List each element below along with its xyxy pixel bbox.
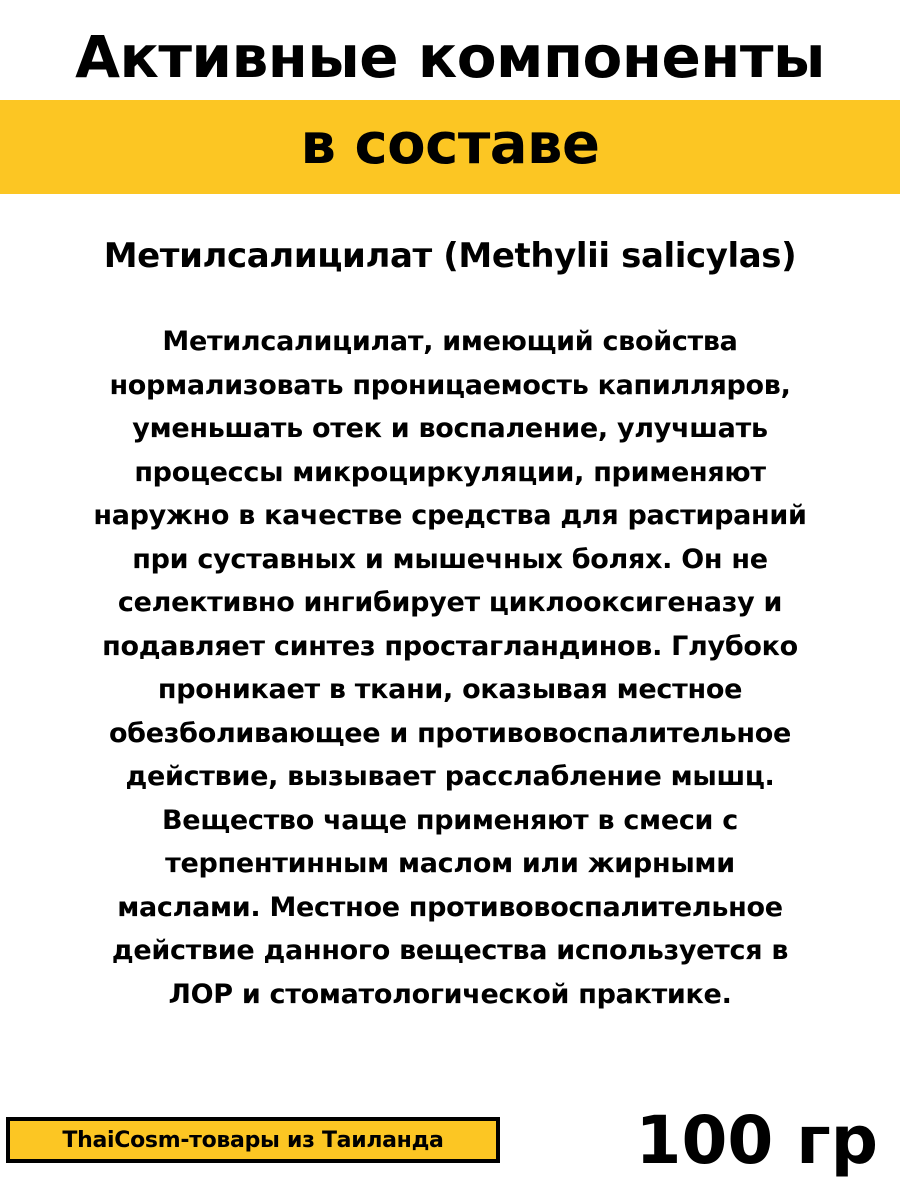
description-line: Метилсалицилат, имеющий свойства bbox=[162, 326, 738, 357]
description-line: обезболивающее и противовоспалительное bbox=[108, 717, 792, 749]
description-line: терпентинным маслом или жирными bbox=[165, 848, 735, 879]
description-line: уменьшать отек и воспаление, улучшать bbox=[132, 413, 768, 444]
description-line: Вещество чаще применяют в смеси с bbox=[162, 804, 738, 836]
product-weight: 100 гр bbox=[635, 1102, 878, 1179]
description-line: проникает в ткани, оказывая местное bbox=[157, 674, 743, 705]
description-line: при суставных и мышечных болях. Он не bbox=[132, 543, 768, 575]
title-line-2: в составе bbox=[300, 112, 600, 177]
description-line: действие, вызывает расслабление мышц. bbox=[125, 761, 775, 792]
ingredient-description bbox=[80, 320, 820, 1016]
description-line: маслами. Местное противовоспалительное bbox=[117, 891, 783, 923]
description-line: наружно в качестве средства для растираний bbox=[93, 500, 807, 531]
brand-label: ThaiCosm-товары из Таиланда bbox=[62, 1127, 444, 1153]
description-line: селективно ингибирует циклооксигеназу и bbox=[117, 587, 783, 618]
description-line: подавляет синтез простагландинов. Глубоко bbox=[102, 630, 798, 662]
brand-badge bbox=[6, 1117, 500, 1163]
description-line: нормализовать проницаемость капилляров, bbox=[109, 369, 791, 401]
ingredient-name: Метилсалицилат (Methylii salicylas) bbox=[103, 236, 797, 276]
description-line: процессы микроциркуляции, применяют bbox=[134, 456, 766, 488]
description-line: ЛОР и стоматологической практике. bbox=[168, 978, 732, 1010]
description-line: действие данного вещества используется в bbox=[111, 935, 789, 966]
title-line-1: Активные компоненты bbox=[75, 23, 825, 91]
